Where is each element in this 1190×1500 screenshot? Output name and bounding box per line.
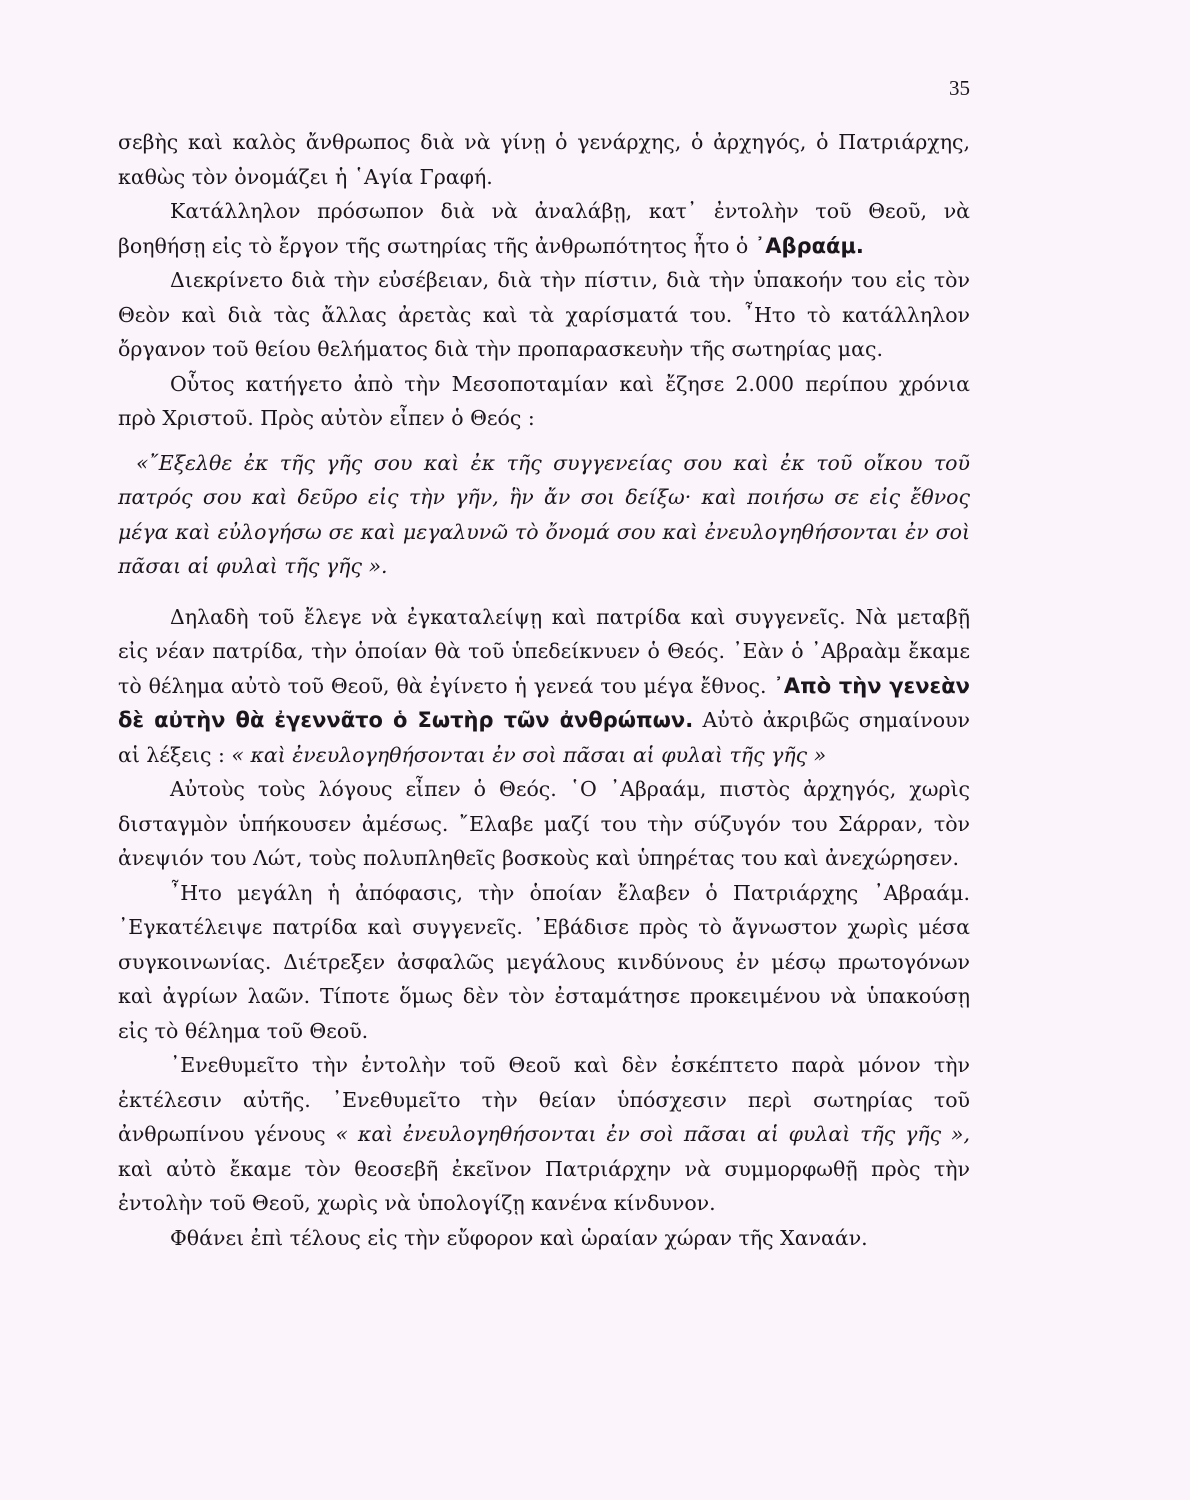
scripture-quote [118, 446, 970, 584]
paragraph-5-text-b: Αὐτὸ ἀκριβῶς σημαίνουν αἱ λέξεις : [118, 708, 970, 767]
paragraph-4-text: Οὗτος κατήγετο ἀπὸ τὴν Μεσοποταμίαν καὶ ἔζησε 2.000 περίπου χρόνια πρὸ Χριστοῦ. Πρὸς αὐτὸν εἶπεν ὁ Θεός : [118, 371, 970, 430]
paragraph-8-text-a: ᾽Ενεθυμεῖτο τὴν ἐντολὴν τοῦ Θεοῦ καὶ δὲν ἐσκέπτετο παρὰ μόνον τὴν ἐκτέλεσιν αὐτῆς. ᾽Ενεθυμεῖτο τὴν θείαν ὑπόσχεσιν περὶ σωτηρίας τοῦ ἀνθρωπίνου γένους [118, 1053, 970, 1146]
paragraph-8-text-b: καὶ αὐτὸ ἔκαμε τὸν θεοσεβῆ ἐκεῖνον Πατριάρχην νὰ συμμορφωθῇ πρὸς τὴν ἐντολὴν τοῦ Θεοῦ, χωρὶς νὰ ὑπολογίζῃ κανένα κίνδυνον. [118, 1156, 970, 1215]
paragraph-5 [118, 600, 970, 773]
paragraph-2-text: Κατάλληλον πρόσωπον διὰ νὰ ἀναλάβῃ, κατ᾽ ἐντολὴν τοῦ Θεοῦ, νὰ βοηθήσῃ εἰς τὸ ἔργον τῆς σωτηρίας τῆς ἀνθρωπότητος ἦτο ὁ [118, 199, 970, 258]
page-number: 35 [949, 76, 970, 100]
paragraph-2 [118, 194, 970, 263]
paragraph-9 [118, 1221, 970, 1256]
body-text [118, 125, 970, 1255]
scripture-quote-text: «῎Εξελθε ἐκ τῆς γῆς σου καὶ ἐκ τῆς συγγενείας σου καὶ ἐκ τοῦ οἴκου τοῦ πατρός σου καὶ δεῦρο εἰς τὴν γῆν, ἣν ἄν σοι δείξω· καὶ ποιήσω σε εἰς ἔθνος μέγα καὶ εὐλογήσω σε καὶ μεγαλυνῶ τὸ ὄνομά σου καὶ ἐνευλογηθήσονται ἐν σοὶ πᾶσαι αἱ φυλαὶ τῆς γῆς ». [118, 450, 970, 578]
paragraph-6 [118, 772, 970, 876]
paragraph-5-quote: « καὶ ἐνευλογηθήσονται ἐν σοὶ πᾶσαι αἱ φυλαὶ τῆς γῆς » [231, 742, 827, 767]
paragraph-3-text: Διεκρίνετο διὰ τὴν εὐσέβειαν, διὰ τὴν πίστιν, διὰ τὴν ὑπακοήν του εἰς τὸν Θεὸν καὶ διὰ τὰς ἄλλας ἀρετὰς καὶ τὰ χαρίσματά του. ῏Ητο τὸ κατάλληλον ὄργανον τοῦ θείου θελήματος διὰ τὴν προπαρασκευὴν τῆς σωτηρίας μας. [118, 268, 970, 361]
paragraph-1 [118, 125, 970, 194]
paragraph-4 [118, 367, 970, 436]
paragraph-3 [118, 263, 970, 367]
abraham-name-bold: ᾽Αβραάμ. [754, 233, 864, 258]
paragraph-7-text: ῏Ητο μεγάλη ἡ ἀπόφασις, τὴν ὁποίαν ἔλαβεν ὁ Πατριάρχης ᾽Αβραάμ. ᾽Εγκατέλειψε πατρίδα καὶ συγγενεῖς. ᾽Εβάδισε πρὸς τὸ ἄγνωστον χωρὶς μέσα συγκοινωνίας. Διέτρεξεν ἀσφαλῶς μεγάλους κινδύνους ἐν μέσῳ πρωτογόνων καὶ ἀγρίων λαῶν. Τίποτε ὅμως δὲν τὸν ἐσταμάτησε προκειμένου νὰ ὑπακούσῃ εἰς τὸ θέλημα τοῦ Θεοῦ. [118, 880, 970, 1043]
paragraph-1-text: σεβὴς καὶ καλὸς ἄνθρωπος διὰ νὰ γίνῃ ὁ γενάρχης, ὁ ἀρχηγός, ὁ Πατριάρχης, καθὼς τὸν ὀνομάζει ἡ ῾Αγία Γραφή. [118, 130, 970, 189]
paragraph-8-quote: « καὶ ἐνευλογηθήσονται ἐν σοὶ πᾶσαι αἱ φυλαὶ τῆς γῆς », [335, 1122, 970, 1146]
paragraph-5-text-a: Δηλαδὴ τοῦ ἔλεγε νὰ ἐγκαταλείψῃ καὶ πατρίδα καὶ συγγενεῖς. Νὰ μεταβῇ εἰς νέαν πατρίδα, τὴν ὁποίαν θὰ τοῦ ὑπεδείκνυεν ὁ Θεός. ᾽Εὰν ὁ ᾽Αβραὰμ ἔκαμε τὸ θέλημα αὐτὸ τοῦ Θεοῦ, θὰ ἐγίνετο ἡ γενεά του μέγα ἔθνος. [118, 604, 970, 698]
paragraph-9-text: Φθάνει ἐπὶ τέλους εἰς τὴν εὔφορον καὶ ὡραίαν χώραν τῆς Χαναάν. [170, 1225, 868, 1250]
paragraph-8 [118, 1048, 970, 1221]
paragraph-6-text: Αὐτοὺς τοὺς λόγους εἶπεν ὁ Θεός. ῾Ο ᾽Αβραάμ, πιστὸς ἀρχηγός, χωρὶς δισταγμὸν ὑπήκουσεν ἀμέσως. ῎Ελαβε μαζί του τὴν σύζυγόν του Σάρραν, τὸν ἀνεψιόν του Λώτ, τοὺς πολυπληθεῖς βοσκοὺς καὶ ὑπηρέτας του καὶ ἀνεχώρησεν. [118, 777, 970, 870]
savior-statement-bold: ᾽Απὸ τὴν γενεὰν δὲ αὐτὴν θὰ ἐγεννᾶτο ὁ Σωτὴρ τῶν ἀνθρώπων. [118, 673, 970, 732]
paragraph-7 [118, 876, 970, 1049]
